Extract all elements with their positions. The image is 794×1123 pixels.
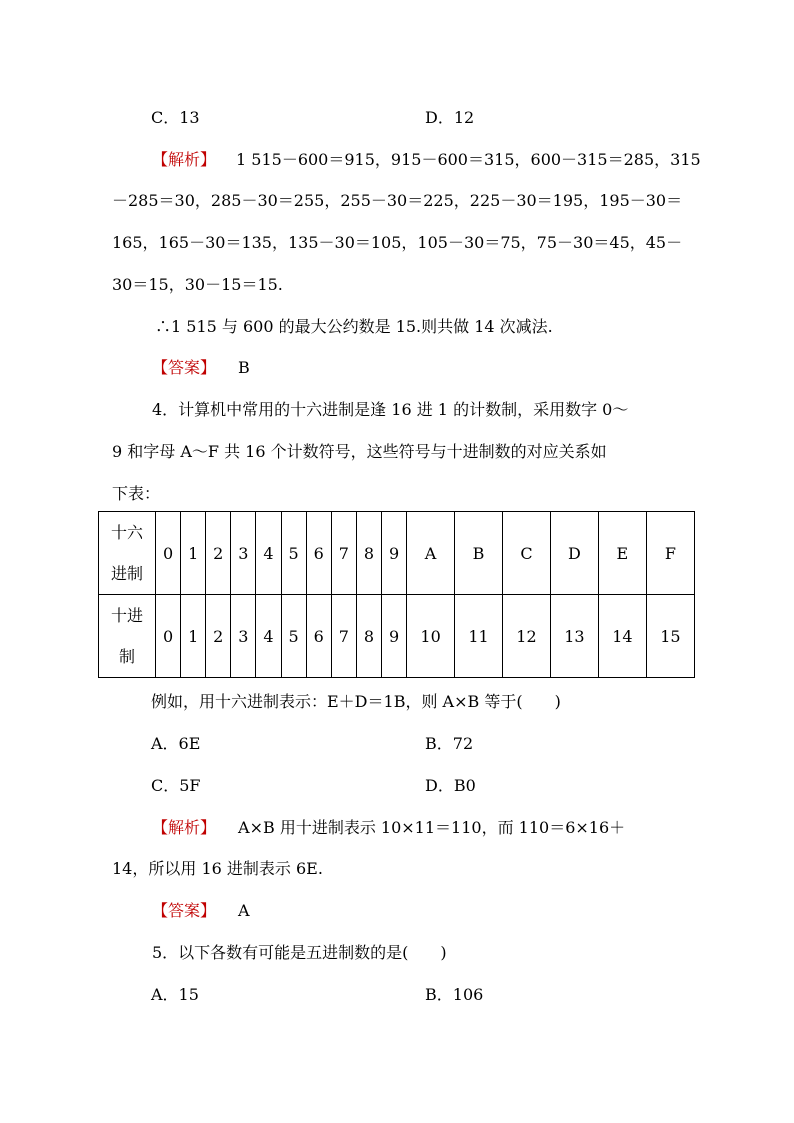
answer-tag: 【答案】 [152, 901, 217, 920]
analysis-tag: 【解析】 [152, 818, 217, 837]
table-cell: 7 [331, 512, 356, 595]
q4-analysis-line-2: 14，所以用 16 进制表示 6E. [112, 859, 323, 878]
analysis-tag: 【解析】 [152, 150, 217, 169]
analysis-line-2: －285＝30，285－30＝255，255－30＝225，225－30＝195，195－30＝ [112, 191, 683, 210]
table-cell: 1 [181, 512, 206, 595]
table-cell: 4 [256, 512, 281, 595]
table-cell: 3 [231, 595, 256, 678]
table-row-hex [99, 512, 695, 595]
table-cell: 5 [281, 512, 306, 595]
table-cell: 8 [356, 512, 381, 595]
q5-stem: 5．以下各数有可能是五进制数的是( ) [152, 943, 447, 962]
table-cell: 4 [256, 595, 281, 678]
table-cell: 11 [455, 595, 503, 678]
table-cell: 0 [156, 512, 181, 595]
table-cell: E [598, 512, 646, 595]
table-cell: 7 [331, 595, 356, 678]
q4-analysis-line-1 [152, 818, 625, 838]
table-cell: 1 [181, 595, 206, 678]
table-cell: 9 [381, 512, 406, 595]
q4-stem-line-3: 下表： [112, 484, 161, 503]
table-cell: 13 [550, 595, 598, 678]
analysis-text: 1 515－600＝915，915－600＝315，600－315＝285，315 [236, 150, 701, 169]
table-cell: 5 [281, 595, 306, 678]
analysis-line-3: 165，165－30＝135，135－30＝105，105－30＝75，75－30＝45，45－ [112, 233, 683, 252]
table-cell: F [646, 512, 694, 595]
option-c: C．13 [151, 108, 200, 127]
q4-example-line: 例如，用十六进制表示：E＋D＝1B，则 A×B 等于( ) [151, 692, 561, 711]
table-cell: 6 [306, 595, 331, 678]
row-header-hex: 十六 进制 [99, 512, 156, 595]
option-b: B．72 [425, 734, 474, 753]
option-a: A．15 [151, 985, 199, 1004]
analysis-line-4: 30＝15，30－15＝15. [112, 275, 283, 294]
table-cell: 3 [231, 512, 256, 595]
table-cell: 0 [156, 595, 181, 678]
row-header-decimal: 十进 制 [99, 595, 156, 678]
option-b: B．106 [425, 985, 484, 1004]
table-cell: 10 [407, 595, 455, 678]
option-c: C．5F [151, 776, 201, 795]
table-cell: C [503, 512, 551, 595]
table-cell: 8 [356, 595, 381, 678]
analysis-text: A×B 用十进制表示 10×11＝110，而 110＝6×16＋ [238, 818, 626, 837]
analysis-line-1 [152, 150, 701, 170]
option-d: D．B0 [425, 776, 476, 795]
option-d: D．12 [425, 108, 475, 127]
option-a: A．6E [151, 734, 201, 753]
q4-stem-line-2: 9 和字母 A～F 共 16 个计数符号，这些符号与十进制数的对应关系如 [112, 442, 607, 461]
table-cell: 2 [206, 512, 231, 595]
table-row-decimal [99, 595, 695, 678]
table-cell: 12 [503, 595, 551, 678]
conclusion-line: ∴1 515 与 600 的最大公约数是 15.则共做 14 次减法. [155, 317, 553, 336]
table-cell: A [407, 512, 455, 595]
table-cell: 9 [381, 595, 406, 678]
q4-answer-line [152, 901, 250, 921]
table-cell: B [455, 512, 503, 595]
table-cell: 15 [646, 595, 694, 678]
answer-tag: 【答案】 [152, 358, 217, 377]
table-cell: 14 [598, 595, 646, 678]
table-cell: 2 [206, 595, 231, 678]
table-cell: D [550, 512, 598, 595]
table-cell: 6 [306, 512, 331, 595]
hex-decimal-table [98, 511, 695, 678]
answer-value: B [238, 358, 250, 377]
q4-stem-line-1: 4．计算机中常用的十六进制是逢 16 进 1 的计数制，采用数字 0～ [152, 400, 629, 419]
answer-line [152, 358, 250, 378]
answer-value: A [238, 901, 250, 920]
